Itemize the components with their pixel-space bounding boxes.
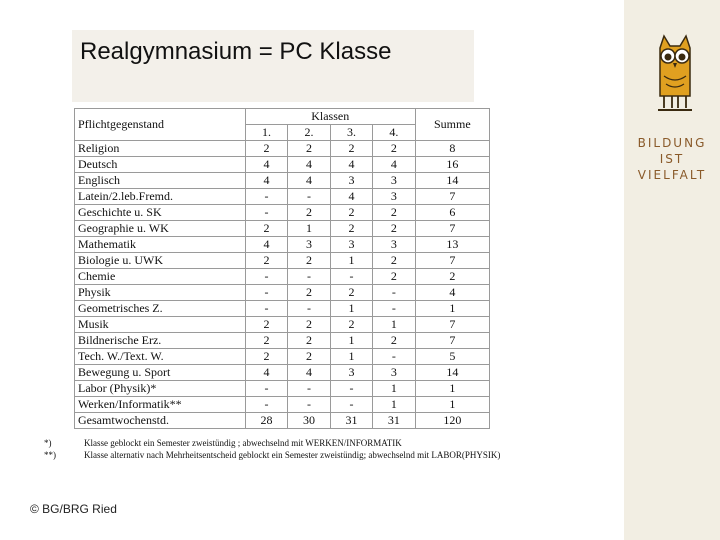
subject-cell: Physik xyxy=(75,285,246,301)
hours-cell: 4 xyxy=(245,237,287,253)
sum-cell: 5 xyxy=(415,349,489,365)
hours-cell: 2 xyxy=(330,141,372,157)
hours-cell: 2 xyxy=(288,141,330,157)
hours-cell: 2 xyxy=(288,285,330,301)
subject-cell: Latein/2.leb.Fremd. xyxy=(75,189,246,205)
hours-cell: 3 xyxy=(373,365,415,381)
hours-cell: 4 xyxy=(245,173,287,189)
hours-cell: 2 xyxy=(245,253,287,269)
subject-cell: Gesamtwochenstd. xyxy=(75,413,246,429)
hours-cell: 1 xyxy=(373,317,415,333)
hours-cell: 2 xyxy=(245,317,287,333)
hours-cell: 2 xyxy=(288,253,330,269)
sum-cell: 1 xyxy=(415,381,489,397)
hours-cell: 2 xyxy=(373,269,415,285)
hours-cell: 4 xyxy=(330,189,372,205)
hours-cell: 2 xyxy=(373,205,415,221)
footnote-mark: *) xyxy=(44,438,52,448)
hours-cell: - xyxy=(245,301,287,317)
hours-cell: - xyxy=(330,269,372,285)
hours-cell: 3 xyxy=(373,173,415,189)
class-header: 1. xyxy=(245,125,287,141)
brand-sidebar xyxy=(624,0,720,540)
table-row xyxy=(75,301,490,317)
hours-cell: 1 xyxy=(373,397,415,413)
hours-cell: - xyxy=(245,205,287,221)
table-row xyxy=(75,349,490,365)
hours-cell: 2 xyxy=(373,333,415,349)
hours-cell: 2 xyxy=(288,333,330,349)
hours-cell: 4 xyxy=(330,157,372,173)
table-row xyxy=(75,189,490,205)
sum-cell: 7 xyxy=(415,221,489,237)
hours-cell: 4 xyxy=(245,365,287,381)
hours-cell: 3 xyxy=(373,237,415,253)
hours-cell: - xyxy=(373,349,415,365)
hours-cell: 2 xyxy=(245,221,287,237)
table-row xyxy=(75,237,490,253)
hours-cell: 1 xyxy=(288,221,330,237)
subject-cell: Geschichte u. SK xyxy=(75,205,246,221)
table-row xyxy=(75,397,490,413)
hours-cell: 2 xyxy=(330,285,372,301)
hours-cell: 2 xyxy=(245,333,287,349)
hours-cell: - xyxy=(245,189,287,205)
hours-cell: 4 xyxy=(288,173,330,189)
hours-cell: 2 xyxy=(373,221,415,237)
hours-cell: 2 xyxy=(373,141,415,157)
table-row xyxy=(75,285,490,301)
hours-cell: 1 xyxy=(373,381,415,397)
sum-cell: 16 xyxy=(415,157,489,173)
summe-header: Summe xyxy=(415,109,489,141)
hours-cell: 2 xyxy=(288,349,330,365)
hours-cell: - xyxy=(373,285,415,301)
table-row xyxy=(75,253,490,269)
hours-cell: 30 xyxy=(288,413,330,429)
sum-cell: 8 xyxy=(415,141,489,157)
class-header: 2. xyxy=(288,125,330,141)
hours-cell: 4 xyxy=(288,157,330,173)
table-row xyxy=(75,221,490,237)
klassen-header: Klassen xyxy=(245,109,415,125)
subject-cell: Bildnerische Erz. xyxy=(75,333,246,349)
page-title: Realgymnasium = PC Klasse xyxy=(80,38,392,65)
hours-cell: 2 xyxy=(288,205,330,221)
sum-cell: 13 xyxy=(415,237,489,253)
hours-cell: 3 xyxy=(330,173,372,189)
hours-cell: - xyxy=(245,285,287,301)
table-row xyxy=(75,365,490,381)
hours-cell: 2 xyxy=(330,221,372,237)
brand-line-1: BILDUNG xyxy=(637,136,707,150)
hours-cell: - xyxy=(330,381,372,397)
brand-line-2: IST xyxy=(659,152,685,166)
copyright: © BG/BRG Ried xyxy=(30,502,117,516)
footnote-mark: **) xyxy=(44,450,56,460)
class-header: 3. xyxy=(330,125,372,141)
hours-cell: 1 xyxy=(330,349,372,365)
table-row xyxy=(75,173,490,189)
curriculum-table xyxy=(74,108,490,429)
hours-cell: 3 xyxy=(330,365,372,381)
subject-header: Pflichtgegenstand xyxy=(75,109,246,141)
table-row xyxy=(75,269,490,285)
footnote-text: Klasse geblockt ein Semester zweistündig ; abwechselnd mit WERKEN/INFORMATIK xyxy=(84,438,402,448)
hours-cell: - xyxy=(245,397,287,413)
hours-cell: 1 xyxy=(330,301,372,317)
sum-cell: 7 xyxy=(415,253,489,269)
subject-cell: Tech. W./Text. W. xyxy=(75,349,246,365)
sum-cell: 2 xyxy=(415,269,489,285)
brand-line-3: VIELFALT xyxy=(637,168,707,182)
hours-cell: 28 xyxy=(245,413,287,429)
hours-cell: - xyxy=(288,301,330,317)
subject-cell: Deutsch xyxy=(75,157,246,173)
sum-cell: 7 xyxy=(415,189,489,205)
sum-cell: 14 xyxy=(415,365,489,381)
subject-cell: Musik xyxy=(75,317,246,333)
table-row xyxy=(75,413,490,429)
hours-cell: 2 xyxy=(330,317,372,333)
sum-cell: 6 xyxy=(415,205,489,221)
hours-cell: 4 xyxy=(288,365,330,381)
hours-cell: 4 xyxy=(373,157,415,173)
sum-cell: 14 xyxy=(415,173,489,189)
sum-cell: 120 xyxy=(415,413,489,429)
hours-cell: 3 xyxy=(373,189,415,205)
sum-cell: 7 xyxy=(415,317,489,333)
table-row xyxy=(75,317,490,333)
subject-cell: Mathematik xyxy=(75,237,246,253)
hours-cell: - xyxy=(245,381,287,397)
hours-cell: - xyxy=(245,269,287,285)
table-row xyxy=(75,333,490,349)
hours-cell: 4 xyxy=(245,157,287,173)
table-row xyxy=(75,157,490,173)
hours-cell: 31 xyxy=(373,413,415,429)
subject-cell: Chemie xyxy=(75,269,246,285)
subject-cell: Labor (Physik)* xyxy=(75,381,246,397)
hours-cell: - xyxy=(373,301,415,317)
sum-cell: 4 xyxy=(415,285,489,301)
owl-logo-icon xyxy=(650,26,700,118)
hours-cell: 3 xyxy=(330,237,372,253)
hours-cell: 1 xyxy=(330,333,372,349)
table-header-row xyxy=(75,109,490,125)
hours-cell: 2 xyxy=(245,141,287,157)
hours-cell: 3 xyxy=(288,237,330,253)
subject-cell: Geometrisches Z. xyxy=(75,301,246,317)
table-row xyxy=(75,141,490,157)
hours-cell: 2 xyxy=(245,349,287,365)
hours-cell: 31 xyxy=(330,413,372,429)
hours-cell: - xyxy=(288,189,330,205)
subject-cell: Geographie u. WK xyxy=(75,221,246,237)
subject-cell: Bewegung u. Sport xyxy=(75,365,246,381)
hours-cell: - xyxy=(288,397,330,413)
table-body xyxy=(75,141,490,429)
sum-cell: 1 xyxy=(415,301,489,317)
hours-cell: - xyxy=(288,269,330,285)
subject-cell: Werken/Informatik** xyxy=(75,397,246,413)
sum-cell: 7 xyxy=(415,333,489,349)
table-row xyxy=(75,205,490,221)
subject-cell: Englisch xyxy=(75,173,246,189)
footnote-text: Klasse alternativ nach Mehrheitsentscheid geblockt ein Semester zweistündig; abwechselnd mit LABOR(PHYSIK) xyxy=(84,450,501,460)
sum-cell: 1 xyxy=(415,397,489,413)
hours-cell: - xyxy=(288,381,330,397)
hours-cell: 2 xyxy=(330,205,372,221)
subject-cell: Religion xyxy=(75,141,246,157)
hours-cell: 2 xyxy=(288,317,330,333)
table-row xyxy=(75,381,490,397)
title-box xyxy=(72,30,474,102)
subject-cell: Biologie u. UWK xyxy=(75,253,246,269)
hours-cell: 1 xyxy=(330,253,372,269)
hours-cell: 2 xyxy=(373,253,415,269)
class-header: 4. xyxy=(373,125,415,141)
hours-cell: - xyxy=(330,397,372,413)
